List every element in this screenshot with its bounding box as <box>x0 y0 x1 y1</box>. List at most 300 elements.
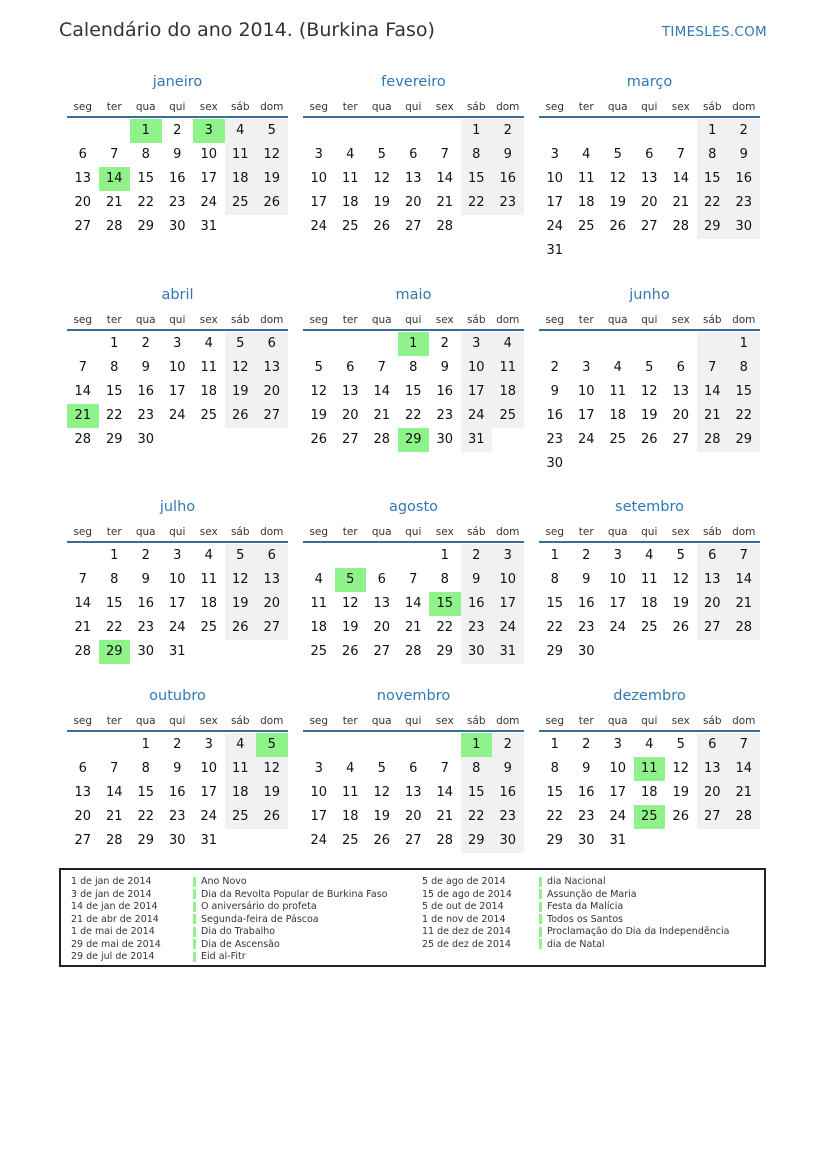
day-cell: 11 <box>640 572 658 587</box>
holiday-marker <box>193 927 196 937</box>
weekday-label: sáb <box>230 715 250 727</box>
day-cell: 15 <box>697 167 729 191</box>
legend-holiday-name: Ano Novo <box>201 876 247 887</box>
legend-holiday-name: Eid al-Fitr <box>201 951 246 962</box>
day-cell: 26 <box>256 805 288 829</box>
day-cell: 13 <box>404 785 422 800</box>
weekday-label: qui <box>169 314 186 326</box>
empty-cell <box>225 428 257 452</box>
day-cell: 13 <box>404 171 422 186</box>
weekday-header <box>303 95 524 118</box>
day-cell: 11 <box>225 143 257 167</box>
day-cell: 6 <box>697 733 729 757</box>
day-cell: 13 <box>697 568 729 592</box>
day-cell: 26 <box>341 644 359 659</box>
weekday-label: dom <box>260 526 284 538</box>
day-cell: 5 <box>377 147 386 162</box>
empty-cell <box>697 239 729 263</box>
day-cell: 7 <box>440 147 449 162</box>
weekday-label: dom <box>496 314 520 326</box>
month-name: junho <box>629 287 670 303</box>
day-cell: 27 <box>256 616 288 640</box>
empty-cell <box>303 544 335 568</box>
day-cell: 22 <box>404 408 422 423</box>
legend-holiday <box>193 901 387 914</box>
weekday-label: sáb <box>466 526 486 538</box>
day-cell: 3 <box>492 544 524 568</box>
day-cell: 13 <box>256 568 288 592</box>
day-cell: 31 <box>609 833 627 848</box>
day-cell: 29 <box>546 644 564 659</box>
day-cell: 5 <box>256 733 288 757</box>
day-cell: 23 <box>728 191 760 215</box>
weekday-label: sex <box>199 715 218 727</box>
weekday-label: sáb <box>702 526 722 538</box>
empty-cell <box>634 332 666 356</box>
day-cell: 3 <box>613 548 622 563</box>
day-cell: 25 <box>640 620 658 635</box>
day-cell: 28 <box>728 616 760 640</box>
day-grid <box>67 544 288 664</box>
weekday-label: seg <box>73 314 93 326</box>
holiday-marker <box>193 914 196 924</box>
weekday-label: sex <box>671 715 690 727</box>
weekday-label: sáb <box>230 314 250 326</box>
day-cell: 23 <box>577 809 595 824</box>
month-name: setembro <box>615 499 684 515</box>
day-cell: 5 <box>645 360 654 375</box>
legend-holiday <box>539 926 729 939</box>
day-cell: 27 <box>697 805 729 829</box>
day-cell: 11 <box>225 757 257 781</box>
day-cell: 1 <box>130 119 162 143</box>
legend-holiday-name: Dia de Ascensão <box>201 938 280 950</box>
day-cell: 4 <box>204 336 213 351</box>
day-cell: 10 <box>200 761 218 776</box>
day-cell: 1 <box>440 548 449 563</box>
day-cell: 12 <box>640 384 658 399</box>
day-cell: 18 <box>492 380 524 404</box>
day-cell: 9 <box>492 757 524 781</box>
legend-date: 1 de nov de 2014 <box>422 913 506 925</box>
weekday-header <box>539 95 760 118</box>
weekday-label: qua <box>371 526 392 538</box>
day-cell: 2 <box>461 544 493 568</box>
weekday-label: ter <box>106 314 122 326</box>
day-cell: 22 <box>105 408 123 423</box>
day-cell: 3 <box>582 360 591 375</box>
day-cell: 2 <box>141 548 150 563</box>
day-cell: 24 <box>200 809 218 824</box>
day-cell: 7 <box>110 761 119 776</box>
day-cell: 9 <box>141 360 150 375</box>
legend-dates-col-2 <box>422 876 512 951</box>
empty-cell <box>366 332 398 356</box>
day-cell: 12 <box>341 596 359 611</box>
legend-holiday <box>539 889 729 902</box>
legend-date: 5 de out de 2014 <box>422 901 504 912</box>
day-cell: 14 <box>672 171 690 186</box>
day-cell: 14 <box>99 167 131 191</box>
day-cell: 6 <box>409 761 418 776</box>
month-setembro <box>539 497 760 664</box>
day-cell: 24 <box>546 219 564 234</box>
day-cell: 14 <box>404 596 422 611</box>
day-cell: 28 <box>105 833 123 848</box>
day-cell: 9 <box>141 572 150 587</box>
day-cell: 20 <box>404 195 422 210</box>
day-cell: 26 <box>225 616 257 640</box>
empty-cell <box>697 332 729 356</box>
weekday-label: sex <box>435 715 454 727</box>
day-cell: 18 <box>341 809 359 824</box>
day-cell: 6 <box>377 572 386 587</box>
empty-cell <box>571 119 603 143</box>
day-cell: 2 <box>492 733 524 757</box>
day-cell: 7 <box>440 761 449 776</box>
day-cell: 17 <box>200 171 218 186</box>
weekday-label: sáb <box>466 715 486 727</box>
day-cell: 8 <box>550 572 559 587</box>
day-cell: 2 <box>173 123 182 138</box>
day-cell: 25 <box>609 432 627 447</box>
day-cell: 5 <box>225 544 257 568</box>
day-cell: 2 <box>582 737 591 752</box>
legend-date: 29 de jul de 2014 <box>71 951 155 962</box>
legend-holiday-name: Segunda-feira de Páscoa <box>201 913 319 925</box>
day-cell: 17 <box>200 785 218 800</box>
day-cell: 16 <box>577 785 595 800</box>
day-cell: 20 <box>672 408 690 423</box>
day-cell: 9 <box>173 761 182 776</box>
day-cell: 25 <box>225 191 257 215</box>
weekday-label: sáb <box>230 526 250 538</box>
day-cell: 16 <box>728 167 760 191</box>
day-cell: 21 <box>67 404 99 428</box>
month-abril <box>67 285 288 452</box>
empty-cell <box>366 119 398 143</box>
weekday-label: seg <box>309 314 329 326</box>
day-cell: 18 <box>225 781 257 805</box>
day-cell: 16 <box>137 596 155 611</box>
day-cell: 3 <box>461 332 493 356</box>
empty-cell <box>193 428 225 452</box>
day-cell: 11 <box>341 785 359 800</box>
day-cell: 23 <box>492 191 524 215</box>
day-grid <box>303 733 524 853</box>
day-cell: 18 <box>609 408 627 423</box>
day-cell: 17 <box>577 408 595 423</box>
weekday-header <box>539 709 760 732</box>
day-grid <box>303 544 524 664</box>
empty-cell <box>366 733 398 757</box>
empty-cell <box>634 239 666 263</box>
legend-holiday <box>193 914 387 927</box>
day-grid <box>303 119 524 239</box>
day-cell: 14 <box>373 384 391 399</box>
day-cell: 25 <box>341 219 359 234</box>
day-cell: 18 <box>640 596 658 611</box>
day-cell: 16 <box>577 596 595 611</box>
day-cell: 8 <box>141 147 150 162</box>
day-cell: 29 <box>99 640 131 664</box>
weekday-label: sáb <box>702 314 722 326</box>
day-cell: 23 <box>168 195 186 210</box>
day-cell: 14 <box>74 596 92 611</box>
day-cell: 12 <box>373 785 391 800</box>
day-cell: 31 <box>200 219 218 234</box>
legend-holiday <box>193 939 387 952</box>
day-cell: 8 <box>110 360 119 375</box>
day-cell: 20 <box>373 620 391 635</box>
day-cell: 22 <box>137 809 155 824</box>
month-junho <box>539 285 760 476</box>
weekday-label: qua <box>135 314 156 326</box>
day-cell: 3 <box>204 737 213 752</box>
day-cell: 15 <box>461 167 493 191</box>
weekday-label: qua <box>135 715 156 727</box>
day-cell: 8 <box>440 572 449 587</box>
empty-cell <box>461 215 493 239</box>
empty-cell <box>602 119 634 143</box>
weekday-label: qua <box>607 715 628 727</box>
holiday-marker <box>539 877 542 887</box>
day-cell: 7 <box>78 360 87 375</box>
weekday-label: sex <box>435 526 454 538</box>
day-cell: 23 <box>137 408 155 423</box>
day-cell: 27 <box>74 219 92 234</box>
day-cell: 17 <box>310 809 328 824</box>
day-cell: 26 <box>672 809 690 824</box>
brand-link[interactable]: TIMESLES.COM <box>661 24 767 40</box>
weekday-header <box>303 709 524 732</box>
day-cell: 9 <box>582 572 591 587</box>
weekday-label: sex <box>199 314 218 326</box>
day-cell: 10 <box>609 761 627 776</box>
month-name: dezembro <box>613 688 686 704</box>
day-cell: 5 <box>314 360 323 375</box>
legend-holiday-name: Dia da Revolta Popular de Burkina Faso <box>201 888 388 900</box>
weekday-label: qui <box>641 314 658 326</box>
day-cell: 21 <box>404 620 422 635</box>
day-cell: 19 <box>341 620 359 635</box>
day-cell: 20 <box>341 408 359 423</box>
day-cell: 5 <box>335 568 367 592</box>
empty-cell <box>665 119 697 143</box>
legend-holiday-name: Proclamação do Dia da Independência <box>547 926 730 937</box>
empty-cell <box>665 829 697 853</box>
day-cell: 4 <box>225 119 257 143</box>
empty-cell <box>634 829 666 853</box>
weekday-label: qua <box>607 314 628 326</box>
month-name: agosto <box>388 499 439 515</box>
day-cell: 11 <box>200 572 218 587</box>
day-cell: 18 <box>225 167 257 191</box>
day-cell: 4 <box>314 572 323 587</box>
empty-cell <box>539 119 571 143</box>
day-grid <box>67 332 288 452</box>
day-cell: 6 <box>346 360 355 375</box>
day-cell: 8 <box>409 360 418 375</box>
day-cell: 20 <box>697 781 729 805</box>
day-cell: 23 <box>137 620 155 635</box>
legend-names-col-1 <box>193 876 387 964</box>
day-cell: 21 <box>672 195 690 210</box>
day-cell: 19 <box>256 781 288 805</box>
day-cell: 28 <box>436 219 454 234</box>
day-cell: 22 <box>546 620 564 635</box>
holiday-marker <box>193 939 196 949</box>
day-cell: 17 <box>310 195 328 210</box>
day-cell: 5 <box>676 737 685 752</box>
day-cell: 19 <box>256 167 288 191</box>
weekday-label: ter <box>106 101 122 113</box>
day-cell: 21 <box>105 195 123 210</box>
day-cell: 30 <box>137 644 155 659</box>
day-cell: 10 <box>168 360 186 375</box>
day-cell: 20 <box>256 380 288 404</box>
day-cell: 4 <box>346 147 355 162</box>
day-cell: 10 <box>492 568 524 592</box>
day-cell: 4 <box>346 761 355 776</box>
legend-date: 1 de jan de 2014 <box>71 876 152 887</box>
day-cell: 26 <box>256 191 288 215</box>
weekday-label: seg <box>545 314 565 326</box>
day-cell: 2 <box>550 360 559 375</box>
holiday-legend <box>59 868 766 967</box>
holiday-marker <box>539 889 542 899</box>
day-cell: 13 <box>74 785 92 800</box>
legend-holiday-name: Assunção de Maria <box>547 888 637 900</box>
day-grid <box>67 119 288 239</box>
day-cell: 26 <box>672 620 690 635</box>
day-cell: 27 <box>404 219 422 234</box>
day-cell: 9 <box>550 384 559 399</box>
day-cell: 15 <box>404 384 422 399</box>
day-cell: 1 <box>550 548 559 563</box>
day-cell: 15 <box>461 781 493 805</box>
day-cell: 27 <box>256 404 288 428</box>
empty-cell <box>429 119 461 143</box>
day-cell: 27 <box>404 833 422 848</box>
day-cell: 30 <box>492 829 524 853</box>
day-cell: 1 <box>110 548 119 563</box>
day-cell: 15 <box>137 171 155 186</box>
day-cell: 15 <box>546 785 564 800</box>
day-cell: 30 <box>577 644 595 659</box>
day-cell: 7 <box>728 733 760 757</box>
day-cell: 22 <box>105 620 123 635</box>
day-cell: 14 <box>105 785 123 800</box>
day-cell: 2 <box>440 336 449 351</box>
weekday-label: seg <box>545 526 565 538</box>
weekday-header <box>67 95 288 118</box>
day-cell: 20 <box>697 592 729 616</box>
weekday-header <box>303 308 524 331</box>
holiday-marker <box>193 952 196 962</box>
day-cell: 23 <box>168 809 186 824</box>
day-cell: 12 <box>672 572 690 587</box>
day-cell: 24 <box>168 408 186 423</box>
day-cell: 4 <box>582 147 591 162</box>
empty-cell <box>67 544 99 568</box>
empty-cell <box>162 428 194 452</box>
day-cell: 16 <box>461 592 493 616</box>
day-cell: 4 <box>645 737 654 752</box>
day-cell: 11 <box>200 360 218 375</box>
day-cell: 27 <box>672 432 690 447</box>
empty-cell <box>366 544 398 568</box>
weekday-header <box>539 308 760 331</box>
weekday-label: ter <box>106 526 122 538</box>
day-cell: 13 <box>640 171 658 186</box>
weekday-label: seg <box>545 715 565 727</box>
legend-holiday <box>539 876 729 889</box>
day-cell: 23 <box>546 432 564 447</box>
weekday-label: qui <box>169 526 186 538</box>
day-cell: 5 <box>377 761 386 776</box>
legend-date: 1 de mai de 2014 <box>71 926 155 937</box>
day-cell: 28 <box>697 428 729 452</box>
weekday-label: qua <box>607 101 628 113</box>
weekday-label: seg <box>73 101 93 113</box>
day-cell: 18 <box>640 785 658 800</box>
day-cell: 21 <box>105 809 123 824</box>
day-cell: 10 <box>310 171 328 186</box>
day-cell: 24 <box>168 620 186 635</box>
day-grid <box>539 119 760 263</box>
day-cell: 22 <box>137 195 155 210</box>
day-cell: 2 <box>492 119 524 143</box>
legend-holiday-name: dia Nacional <box>547 876 606 887</box>
day-cell: 15 <box>105 384 123 399</box>
legend-holiday <box>193 926 387 939</box>
day-cell: 18 <box>341 195 359 210</box>
month-novembro <box>303 686 524 853</box>
day-cell: 4 <box>613 360 622 375</box>
day-cell: 21 <box>697 404 729 428</box>
day-grid <box>539 332 760 476</box>
day-cell: 25 <box>634 805 666 829</box>
legend-holiday <box>193 951 387 964</box>
day-cell: 29 <box>461 829 493 853</box>
empty-cell <box>665 239 697 263</box>
day-cell: 8 <box>728 356 760 380</box>
day-cell: 10 <box>577 384 595 399</box>
day-cell: 28 <box>436 833 454 848</box>
empty-cell <box>225 215 257 239</box>
weekday-label: qui <box>169 101 186 113</box>
day-cell: 23 <box>461 616 493 640</box>
weekday-header <box>539 520 760 543</box>
day-cell: 9 <box>728 143 760 167</box>
weekday-label: dom <box>732 526 756 538</box>
day-cell: 27 <box>341 432 359 447</box>
day-cell: 21 <box>728 592 760 616</box>
empty-cell <box>665 452 697 476</box>
day-cell: 30 <box>728 215 760 239</box>
day-cell: 15 <box>105 596 123 611</box>
day-cell: 31 <box>546 243 564 258</box>
day-cell: 17 <box>546 195 564 210</box>
day-cell: 3 <box>193 119 225 143</box>
day-cell: 12 <box>672 761 690 776</box>
day-cell: 31 <box>492 640 524 664</box>
day-cell: 26 <box>373 833 391 848</box>
empty-cell <box>602 640 634 664</box>
holiday-marker <box>193 902 196 912</box>
weekday-label: ter <box>578 314 594 326</box>
